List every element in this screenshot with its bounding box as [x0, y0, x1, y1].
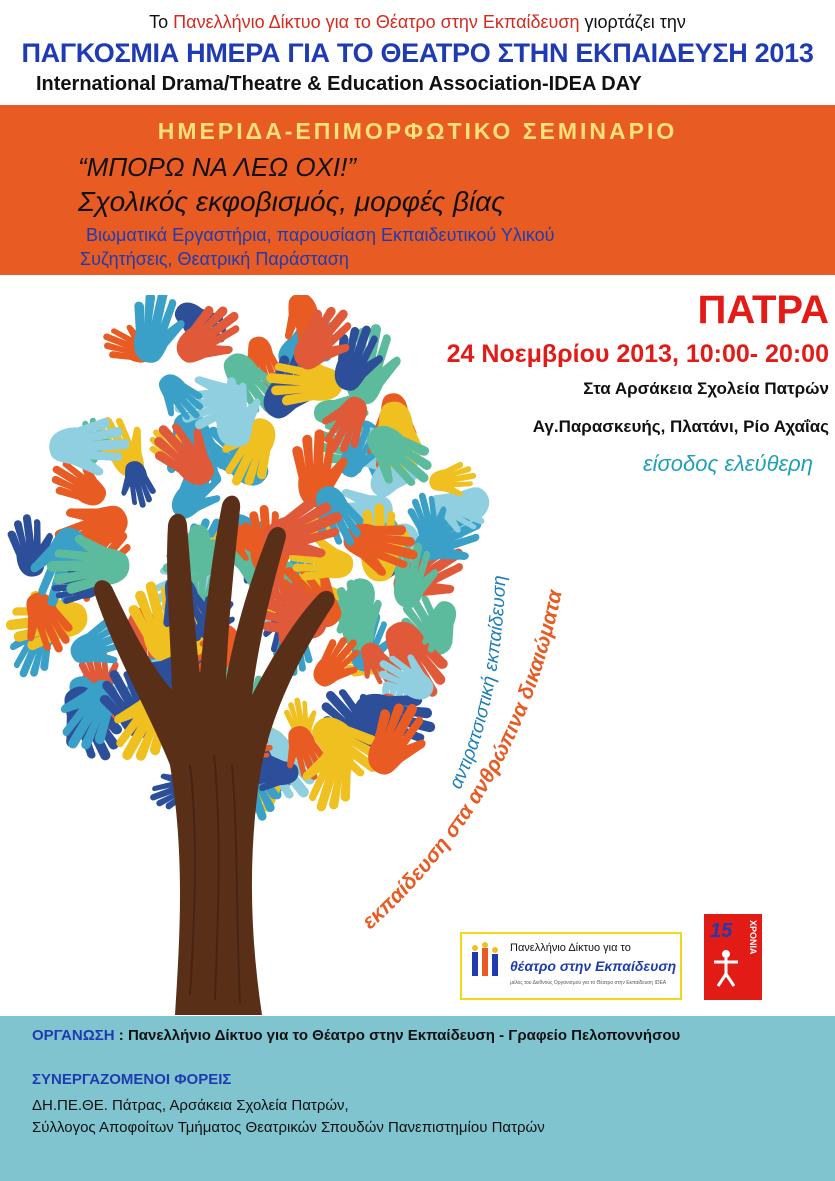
event-date: 24 Νοεμβρίου 2013, 10:00- 20:00	[446, 340, 829, 368]
seminar-title: “ΜΠΟΡΩ ΝΑ ΛΕΩ ΟΧΙ!”	[78, 152, 356, 182]
event-title: ΠΑΓΚΟΣΜΙΑ ΗΜΕΡΑ ΓΙΑ ΤΟ ΘΕΑΤΡΟ ΣΤΗΝ ΕΚΠΑΙΔΕΥΣΗ 2013	[21, 38, 814, 68]
organizer-name: Πανελλήνιο Δίκτυο για το Θέατρο στην Εκπαίδευση	[127, 1027, 495, 1044]
network-logo-figures-icon	[468, 942, 508, 982]
network-logo-tagline: μέλος του Διεθνούς Οργανισμού για το Θέατρο στην Εκπαίδευση IDEA	[510, 980, 667, 986]
arc-texts	[330, 460, 660, 960]
seminar-subtitle: Σχολικός εκφοβισμός, μορφές βίας	[78, 186, 505, 217]
header-intro-pre: Το	[149, 12, 174, 32]
anniversary-figure-icon	[712, 948, 740, 988]
partners-line-2: Σύλλογος Αποφοίτων Τμήματος Θεατρικών Σπουδών Πανεπιστημίου Πατρών	[32, 1119, 545, 1136]
event-venue: Στα Αρσάκεια Σχολεία Πατρών	[583, 379, 829, 398]
network-name: Πανελλήνιο Δίκτυο για το Θέατρο στην Εκπαίδευση	[173, 12, 580, 32]
organizer-branch: Γραφείο Πελοποννήσου	[508, 1027, 681, 1044]
partners-line-1: ΔΗ.ΠΕ.ΘΕ. Πάτρας, Αρσάκεια Σχολεία Πατρών,	[32, 1097, 349, 1114]
organizer-line	[32, 1027, 680, 1044]
idea-day-line: International Drama/Theatre & Education Association-IDEA DAY	[36, 73, 642, 95]
anniversary-number: 15	[710, 920, 733, 942]
network-logo-line2: θέατρο στην Εκπαίδευση	[510, 958, 677, 974]
arc-text-antiracism-path: αντιρατσιστική εκπαίδευση	[445, 574, 511, 793]
header-intro	[0, 12, 835, 33]
event-entry: είσοδος ελεύθερη	[642, 451, 813, 476]
header-intro-post: γιορτάζει την	[579, 12, 686, 32]
network-logo	[460, 932, 682, 1000]
seminar-label: ΗΜΕΡΙΔΑ-ΕΠΙΜΟΡΦΩΤΙΚΟ ΣΕΜΙΝΑΡΙΟ	[157, 118, 678, 144]
event-city: ΠΑΤΡΑ	[697, 288, 829, 332]
network-logo-line1: Πανελλήνιο Δίκτυο για το	[510, 942, 631, 954]
anniversary-word: ΧΡΟΝΙΑ	[748, 920, 758, 955]
seminar-note-workshops: Βιωματικά Εργαστήρια, παρουσίαση Εκπαιδευτικού Υλικού	[86, 225, 555, 245]
seminar-note-discussions: Συζητήσεις, Θεατρική Παράσταση	[80, 249, 349, 269]
partners-title: ΣΥΝΕΡΓΑΖΟΜΕΝΟΙ ΦΟΡΕΙΣ	[32, 1071, 232, 1088]
arc-text-human-rights-path: εκπαίδευση στα ανθρώπινα δικαιώματα	[357, 587, 567, 934]
anniversary-logo	[704, 914, 762, 1000]
organizer-dash: -	[494, 1027, 509, 1044]
organizer-sep: :	[114, 1027, 128, 1044]
event-address: Αγ.Παρασκευής, Πλατάνι, Ρίο Αχαΐας	[532, 417, 829, 436]
organizer-label: ΟΡΓΑΝΩΣΗ	[32, 1027, 115, 1044]
